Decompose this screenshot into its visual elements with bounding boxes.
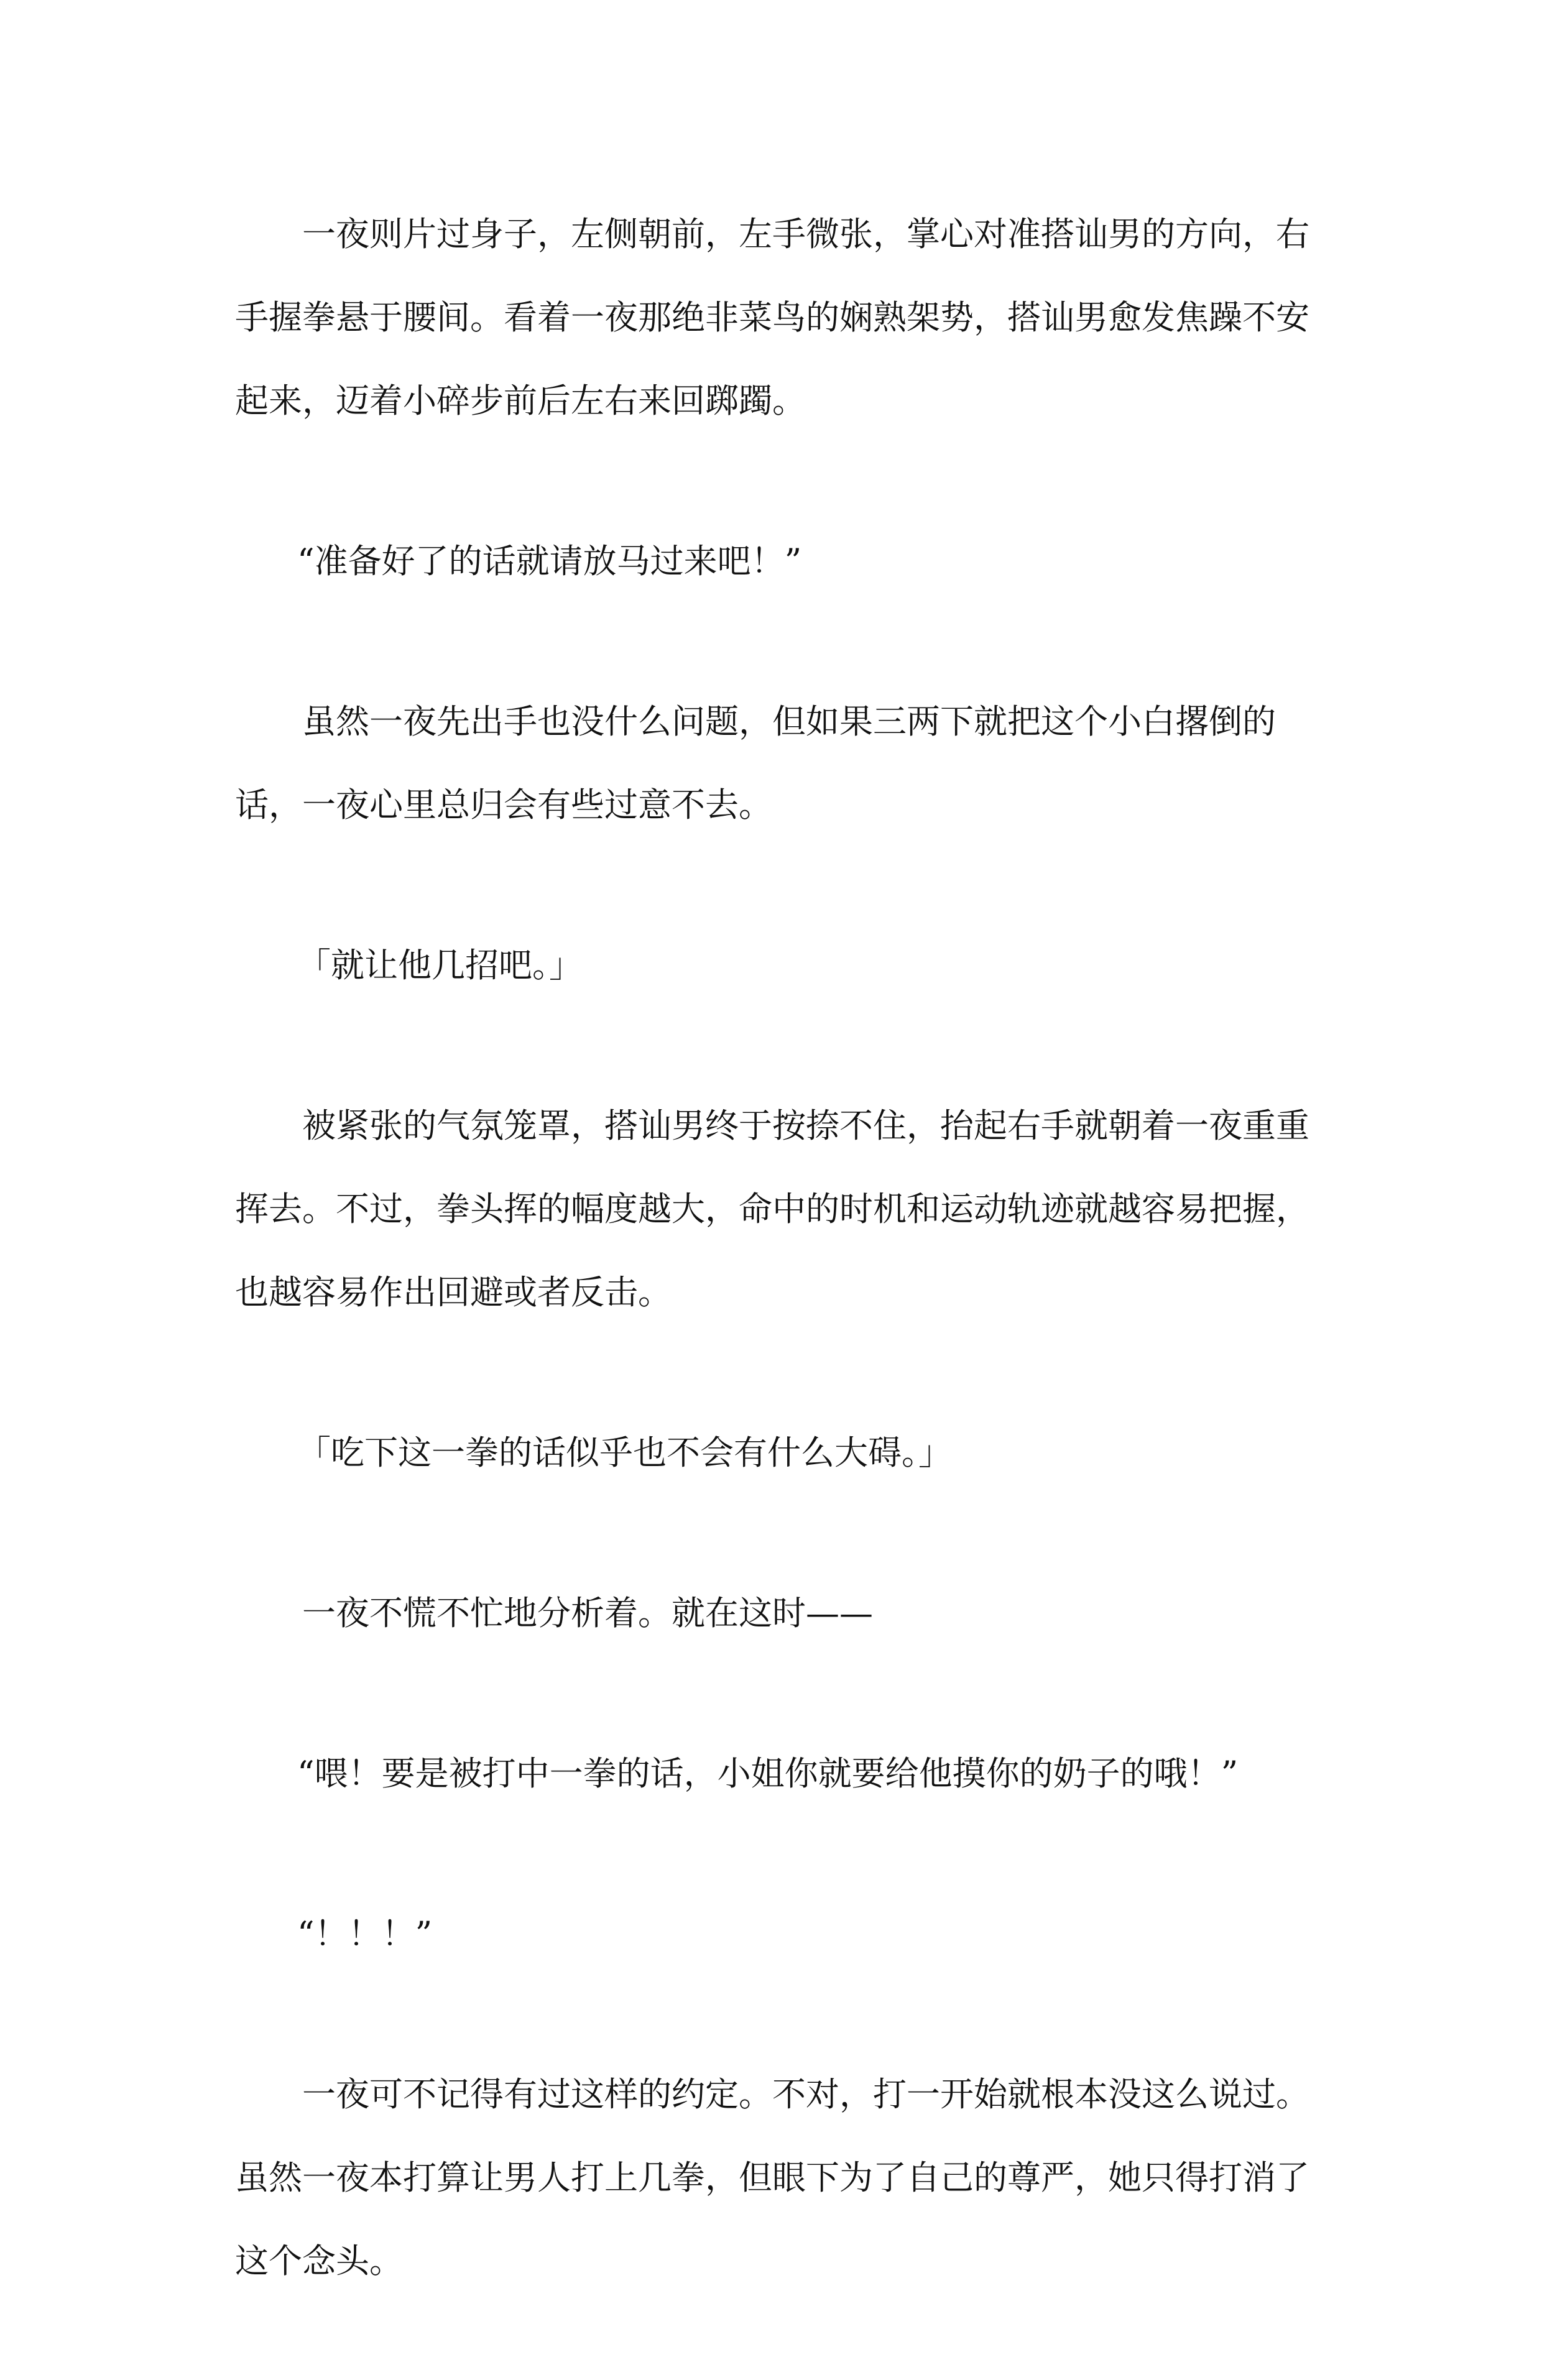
paragraph-inner-thought: 「吃下这一拳的话似乎也不会有什么大碍。」 [297,1433,952,1472]
paragraph-dialogue: “！！！” [297,1914,433,1953]
paragraph-inner-thought: 「就让他几招吧。」 [297,946,583,985]
paragraph-narration: 一夜不慌不忙地分析着。就在这时—— [302,1594,873,1633]
paragraph-narration: 虽然一夜先出手也没什么问题，但如果三两下就把这个小白撂倒的话，一夜心里总归会有些过意不去。 [235,702,1276,824]
paragraph-dialogue: “喂！要是被打中一拳的话，小姐你就要给他摸你的奶子的哦！” [297,1754,1239,1793]
paragraph-narration: 一夜则片过身子，左侧朝前，左手微张，掌心对准搭讪男的方向，右手握拳悬于腰间。看着一夜那绝非菜鸟的娴熟架势，搭讪男愈发焦躁不安起来，迈着小碎步前后左右来回踯躅。 [235,214,1309,420]
paragraph-narration: 被紧张的气氛笼罩，搭讪男终于按捺不住，抬起右手就朝着一夜重重挥去。不过，拳头挥的幅度越大，命中的时机和运动轨迹就越容易把握，也越容易作出回避或者反击。 [235,1106,1309,1312]
paragraph-narration: 一夜可不记得有过这样的约定。不对，打一开始就根本没这么说过。虽然一夜本打算让男人打上几拳，但眼下为了自己的尊严，她只得打消了这个念头。 [235,2075,1309,2281]
paragraph-dialogue: “准备好了的话就请放马过来吧！” [297,542,802,581]
body-text [235,193,1309,2380]
